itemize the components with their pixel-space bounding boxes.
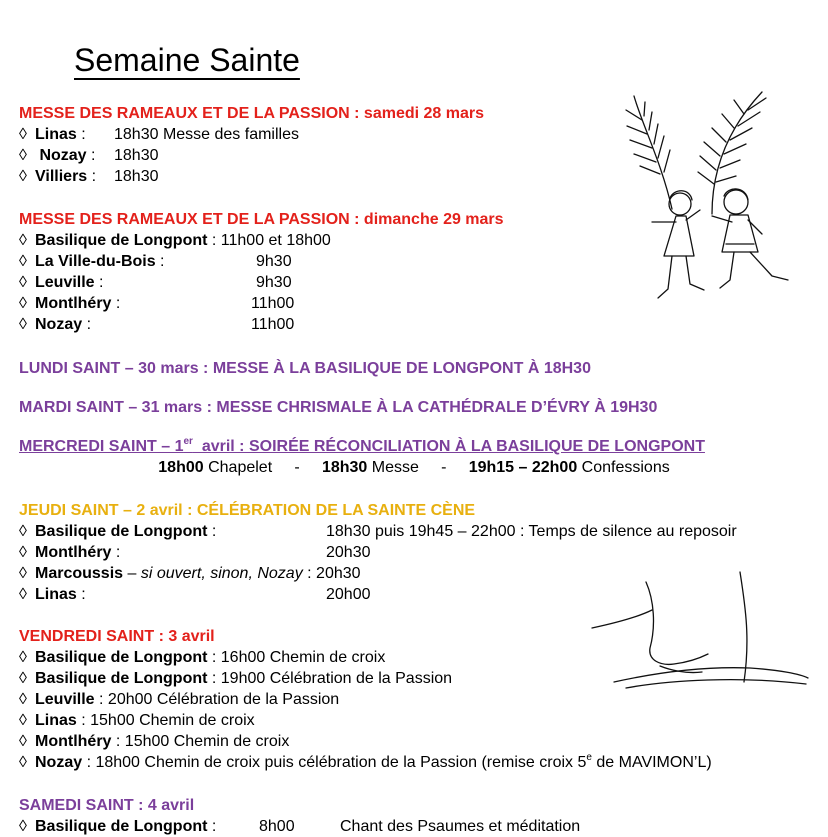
list-item: ◊ Basilique de Longpont : 16h00 Chemin de croix bbox=[19, 649, 386, 666]
list-item: ◊ Linas : 15h00 Chemin de croix bbox=[19, 712, 255, 729]
list-item: ◊ Montlhéry : 15h00 Chemin de croix bbox=[19, 733, 290, 750]
list-item: ◊ Basilique de Longpont : 8h00 Chant des Psaumes et méditation bbox=[19, 818, 581, 835]
page-title: Semaine Sainte bbox=[74, 42, 300, 78]
list-item: ◊ Montlhéry : 11h00 bbox=[19, 295, 295, 312]
list-item: ◊ Linas : 20h00 bbox=[19, 586, 371, 603]
list-item: ◊ Basilique de Longpont : 19h00 Célébration de la Passion bbox=[19, 670, 453, 687]
section-jeudi-saint bbox=[19, 500, 737, 605]
list-item: ◊ Leuville : 20h00 Célébration de la Passion bbox=[19, 691, 340, 708]
mardi-saint: MARDI SAINT – 31 mars : MESSE CHRISMALE À LA CATHÉDRALE D’ÉVRY À 19H30 bbox=[19, 399, 658, 416]
section-heading: VENDREDI SAINT : 3 avril bbox=[19, 628, 215, 645]
list-item: ◊ Montlhéry : 20h30 bbox=[19, 544, 371, 561]
list-item: ◊ Nozay : 11h00 bbox=[19, 316, 295, 333]
list-item: ◊ Nozay : 18h30 bbox=[19, 147, 159, 164]
list-item: ◊ Marcoussis – si ouvert, sinon, Nozay : 20h30 bbox=[19, 565, 361, 582]
section-rameaux-dimanche bbox=[19, 209, 504, 335]
foot-sketch-illustration bbox=[590, 570, 810, 690]
list-item: ◊ La Ville-du-Bois : 9h30 bbox=[19, 253, 292, 270]
list-item: ◊ Leuville : 9h30 bbox=[19, 274, 292, 291]
section-samedi-saint bbox=[19, 795, 581, 837]
lundi-saint: LUNDI SAINT – 30 mars : MESSE À LA BASILIQUE DE LONGPONT À 18H30 bbox=[19, 360, 591, 377]
section-heading: MESSE DES RAMEAUX ET DE LA PASSION : samedi 28 mars bbox=[19, 105, 485, 122]
list-item: ◊ Nozay : 18h00 Chemin de croix puis célébration de la Passion (remise croix 5e de MAVIMON’L) bbox=[19, 752, 712, 771]
list-item: ◊ Basilique de Longpont : 18h30 puis 19h45 – 22h00 : Temps de silence au reposoir bbox=[19, 523, 737, 540]
list-item: ◊ Linas : 18h30 Messe des familles bbox=[19, 126, 299, 143]
mercredi-saint: MERCREDI SAINT – 1er avril : SOIRÉE RÉCONCILIATION À LA BASILIQUE DE LONGPONT bbox=[19, 436, 705, 455]
palm-children-illustration bbox=[612, 84, 812, 309]
section-heading: SAMEDI SAINT : 4 avril bbox=[19, 797, 195, 814]
section-rameaux-samedi bbox=[19, 103, 484, 187]
list-item: ◊ Basilique de Longpont : 11h00 et 18h00 bbox=[19, 232, 331, 249]
section-heading: MESSE DES RAMEAUX ET DE LA PASSION : dimanche 29 mars bbox=[19, 211, 504, 228]
mercredi-schedule: 18h00 Chapelet - 18h30 Messe - 19h15 – 22h00 Confessions bbox=[158, 459, 670, 476]
list-item: ◊ Villiers : 18h30 bbox=[19, 168, 159, 185]
section-heading: JEUDI SAINT – 2 avril : CÉLÉBRATION DE LA SAINTE CÈNE bbox=[19, 502, 476, 519]
